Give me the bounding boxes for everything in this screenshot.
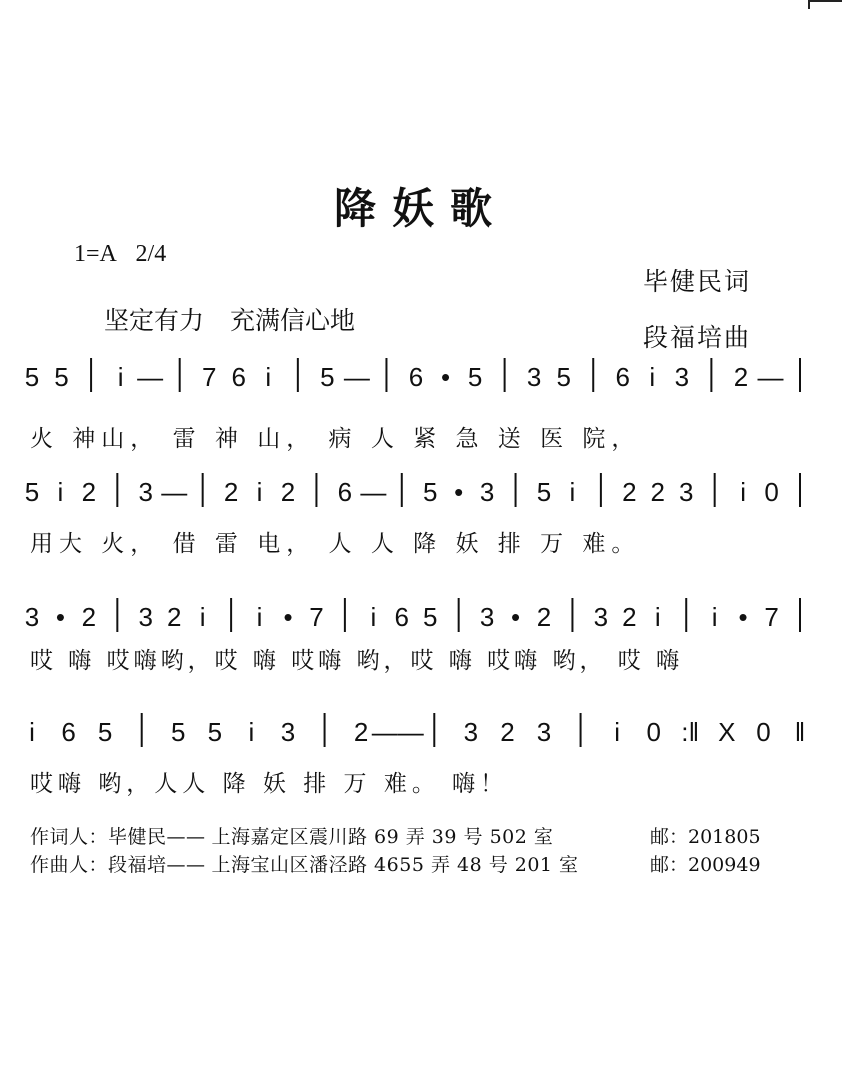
note: 2	[622, 477, 637, 507]
note: 0	[756, 717, 771, 747]
note: 3	[526, 362, 542, 392]
note: 2	[81, 477, 97, 507]
note: 0	[764, 477, 779, 507]
scan-edge-mark	[808, 0, 842, 9]
note: 3	[536, 717, 552, 747]
note: i	[569, 477, 576, 507]
notation-line-1	[0, 350, 842, 410]
note: 5	[422, 477, 438, 507]
key-signature: 1=A 2/4	[74, 241, 167, 267]
note: 2	[733, 362, 749, 392]
note: •	[454, 477, 464, 507]
note: —	[360, 477, 387, 507]
note: i	[57, 477, 64, 507]
note: i	[117, 362, 124, 392]
note: 5	[320, 362, 335, 392]
note: 5	[24, 362, 40, 392]
staff-line-2	[0, 465, 842, 557]
note: 6	[337, 477, 353, 507]
composer-contact	[30, 850, 585, 877]
note: 2	[81, 602, 97, 632]
note: 6	[61, 717, 76, 747]
composer-address: 上海宝山区潘泾路 4655 弄 48 号 201 室	[211, 854, 579, 876]
composer-contact-label: 作曲人：段福培——	[30, 854, 206, 876]
note: 0	[646, 717, 661, 747]
note: 2	[280, 477, 296, 507]
lyrics-line-1: 火 神山， 雷 神 山， 病 人 紧 急 送 医 院，	[30, 426, 641, 452]
note: 3	[138, 477, 154, 507]
note: •	[283, 602, 293, 632]
note: i	[256, 477, 263, 507]
note: i	[711, 602, 718, 632]
note: 5	[97, 717, 113, 747]
note: 5	[171, 717, 186, 747]
note: —	[137, 362, 164, 392]
lyricist-credit: 毕健民词	[643, 267, 752, 296]
note: 2	[500, 717, 515, 747]
note: 2	[166, 602, 182, 632]
note: ‖	[794, 717, 806, 747]
note: 7	[309, 602, 324, 632]
lyricist-address: 上海嘉定区震川路 69 弄 39 号 502 室	[211, 826, 554, 848]
note: •	[511, 602, 521, 632]
note: 3	[138, 602, 154, 632]
note: i	[265, 362, 272, 392]
note: 5	[556, 362, 571, 392]
lyricist-contact	[30, 822, 559, 849]
note: •	[55, 602, 65, 632]
lyricist-contact-label: 作词人：毕健民——	[30, 826, 206, 848]
notation-line-2	[0, 465, 842, 525]
note: 3	[479, 602, 495, 632]
note: 5	[24, 477, 40, 507]
note: 6	[394, 602, 410, 632]
note: 3	[463, 717, 479, 747]
notation-line-4	[0, 705, 842, 765]
staff-line-1	[0, 350, 842, 452]
note: 5	[54, 362, 69, 392]
note: 3	[479, 477, 495, 507]
tempo-mark-2: 充满信心地	[230, 306, 356, 335]
note: X	[718, 717, 736, 747]
note: 2	[353, 717, 369, 747]
note: 3	[593, 602, 609, 632]
note: i	[370, 602, 377, 632]
note: —	[161, 477, 188, 507]
note: 2	[650, 477, 666, 507]
composer-credit: 段福培曲	[643, 323, 752, 352]
note: 3	[280, 717, 296, 747]
note: 3	[24, 602, 40, 632]
note: 5	[467, 362, 483, 392]
note: —	[757, 362, 784, 392]
note: 5	[207, 717, 223, 747]
note: i	[654, 602, 661, 632]
note: i	[248, 717, 255, 747]
note: i	[740, 477, 747, 507]
note: 6	[408, 362, 424, 392]
note: 2	[536, 602, 552, 632]
composer-postal: 邮：200949	[650, 854, 761, 876]
note: 6	[231, 362, 247, 392]
staff-line-3	[0, 590, 842, 682]
note: i	[649, 362, 656, 392]
note: i	[29, 717, 35, 747]
note: 5	[536, 477, 552, 507]
note: —	[343, 362, 370, 392]
note: :‖	[681, 717, 700, 747]
note: 6	[615, 362, 631, 392]
note: i	[614, 717, 621, 747]
lyrics-line-3: 哎 嗨 哎嗨哟，哎 嗨 哎嗨 哟，哎 嗨 哎嗨 哟， 哎 嗨	[30, 648, 684, 674]
note: 2	[622, 602, 637, 632]
note: •	[738, 602, 748, 632]
tempo-mark-1: 坚定有力	[104, 306, 205, 335]
note: 3	[678, 477, 694, 507]
tempo-marking	[104, 301, 381, 337]
staff-line-4	[0, 705, 842, 797]
note: 7	[201, 362, 217, 392]
note: 2	[223, 477, 239, 507]
note: 5	[422, 602, 438, 632]
note: ——	[371, 717, 424, 747]
note: i	[199, 602, 206, 632]
notation-line-3	[0, 590, 842, 650]
note: 7	[764, 602, 779, 632]
lyrics-line-4: 哎嗨 哟，人人 降 妖 排 万 难。 嗨！	[30, 771, 509, 797]
note: 3	[674, 362, 690, 392]
note: •	[440, 362, 451, 392]
lyricist-postal: 邮：201805	[650, 826, 761, 848]
song-title: 降妖歌	[333, 184, 508, 233]
note: i	[256, 602, 263, 632]
lyrics-line-2: 用大 火， 借 雷 电， 人 人 降 妖 排 万 难。	[30, 531, 641, 557]
